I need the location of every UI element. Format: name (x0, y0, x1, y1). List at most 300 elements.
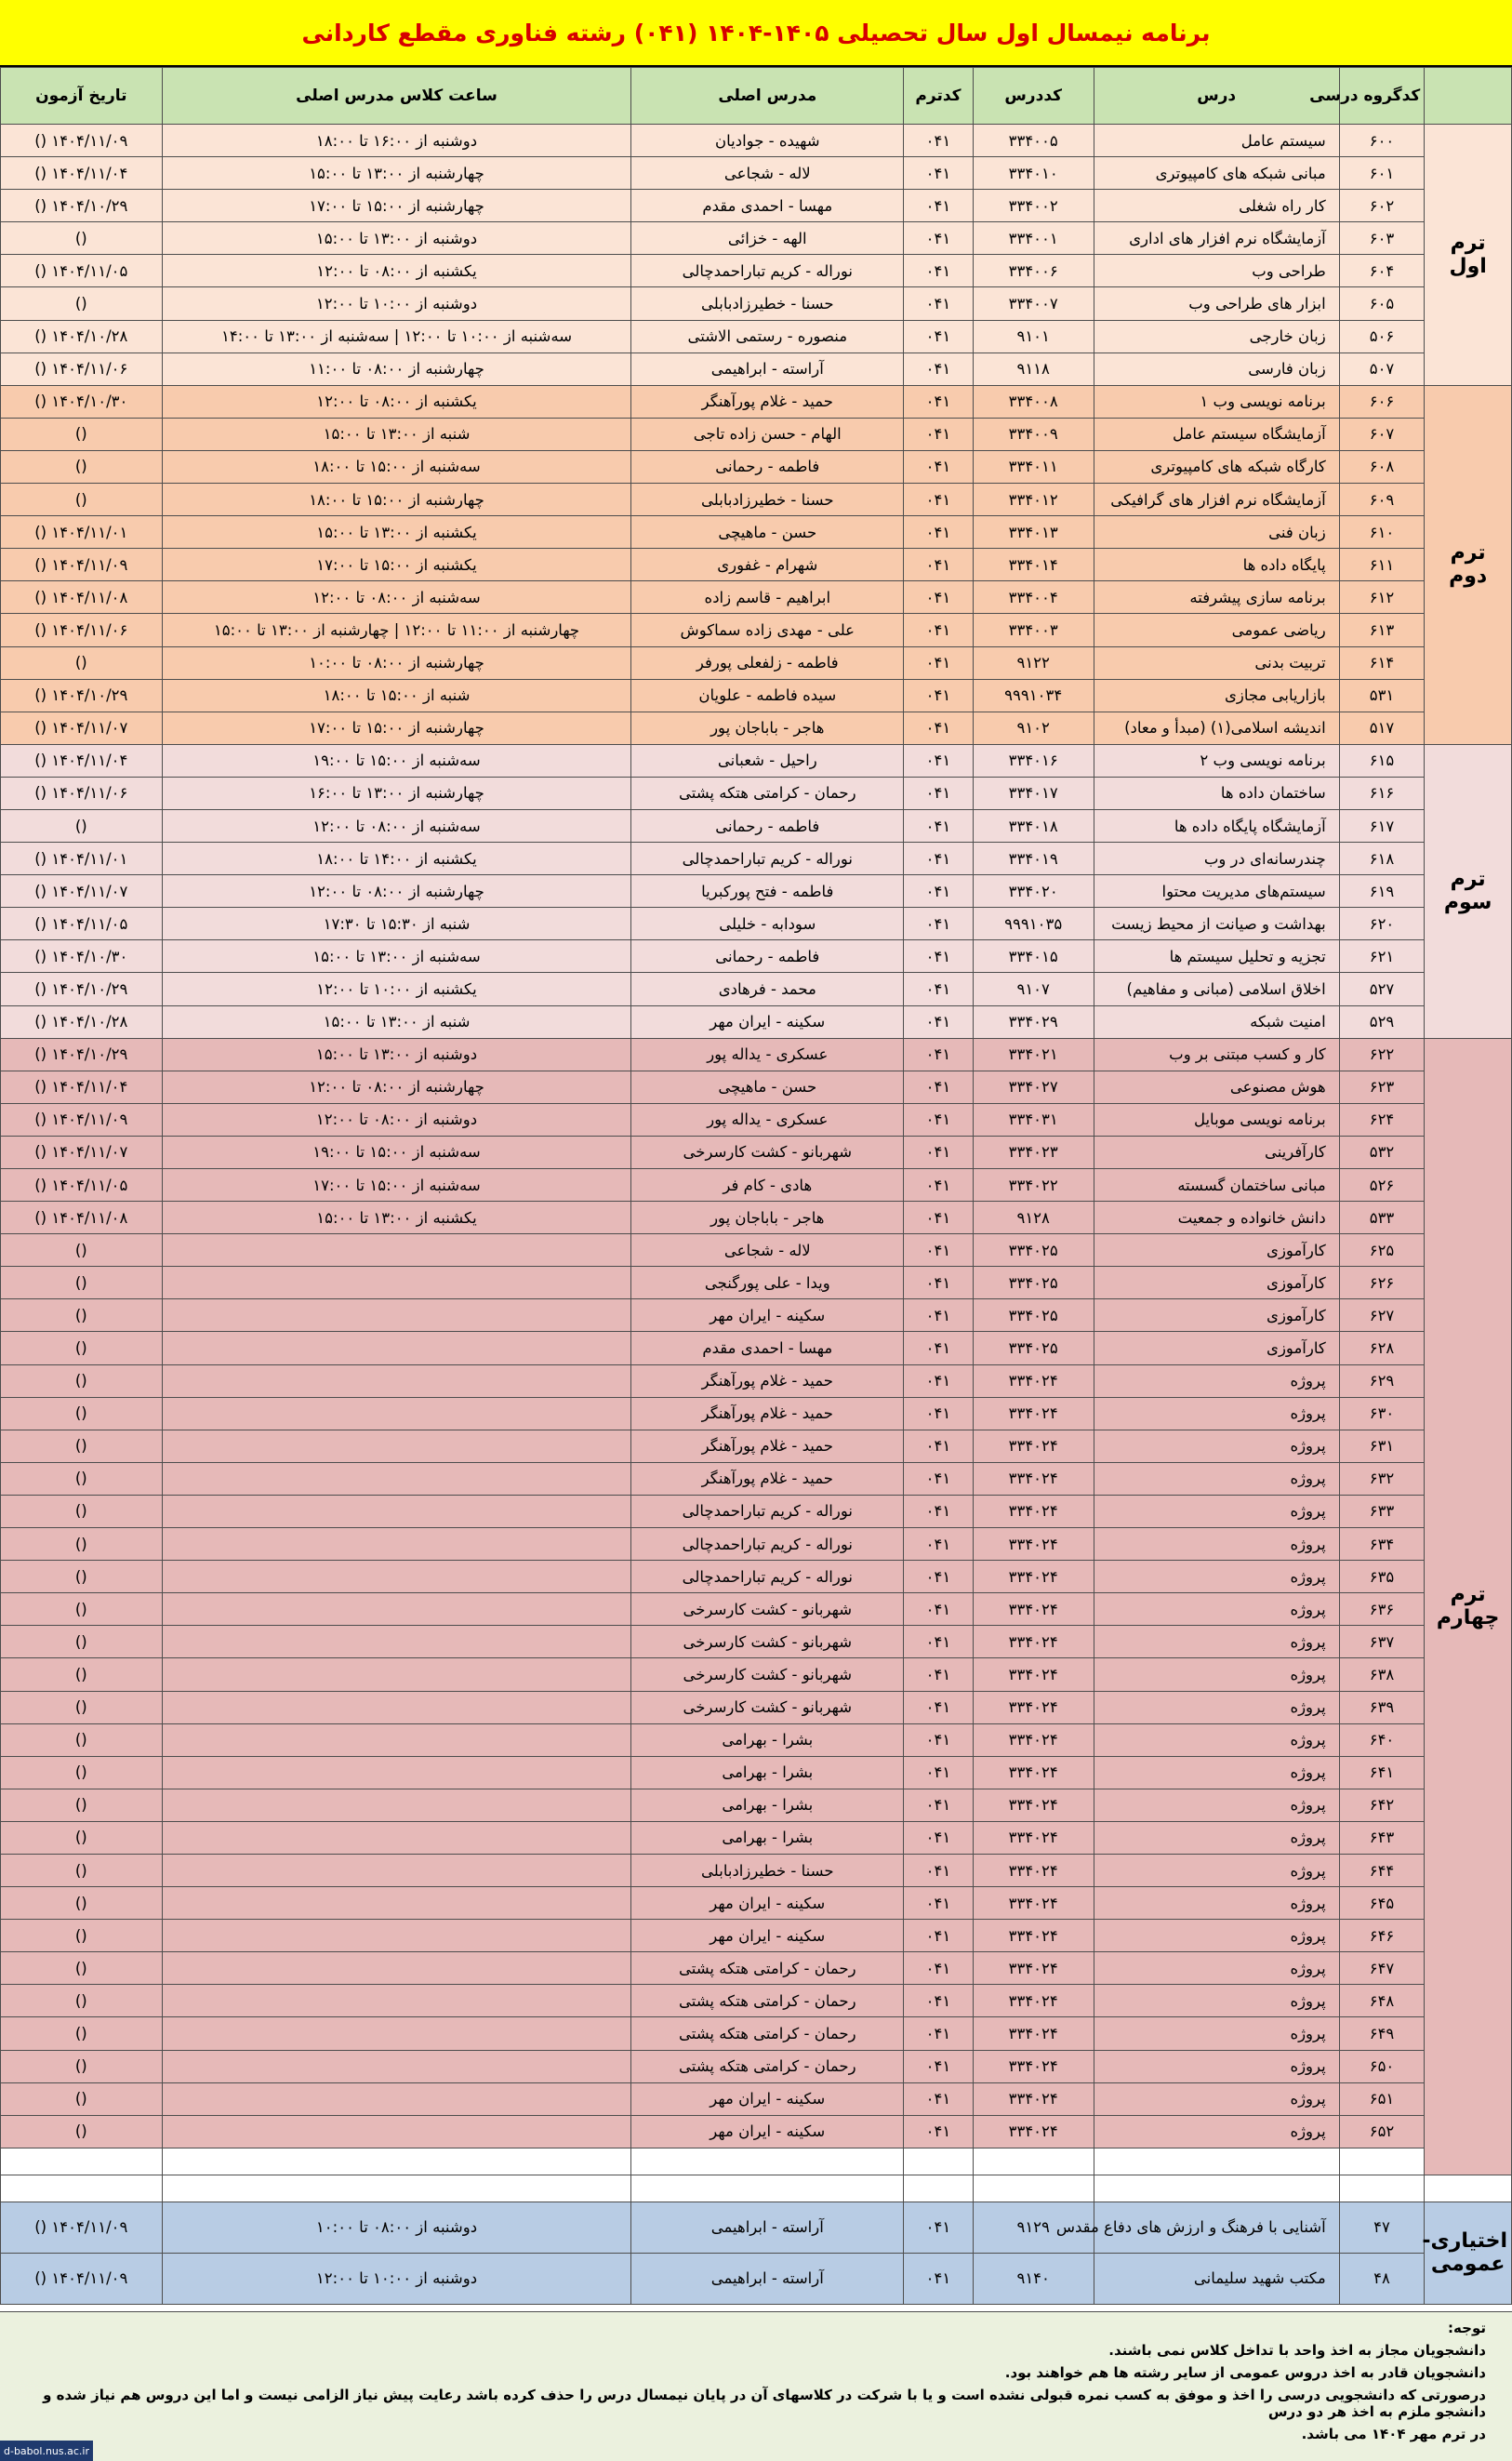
cell-field: ۰۴۱ (904, 516, 974, 549)
cell-code: ۳۳۴۰۲۹ (973, 1005, 1094, 1038)
table-row (1, 1495, 1512, 1527)
table-row (1, 450, 1512, 483)
cell-teacher: حسن - ماهیچی (631, 1071, 904, 1103)
cell-teacher: فاطمه - رحمانی (631, 940, 904, 973)
cell-exam: () (1, 1691, 163, 1723)
table-row (1, 2115, 1512, 2148)
cell-exam: () (1, 1658, 163, 1691)
cell-teacher: هادی - کام فر (631, 1169, 904, 1202)
cell-teacher: فاطمه - فتح پورکبریا (631, 875, 904, 908)
cell-code: ۹۹۹۱۰۳۴ (973, 679, 1094, 712)
cell-field: ۰۴۱ (904, 1332, 974, 1364)
cell-course: پروژه (1094, 1364, 1339, 1397)
cell-field: ۰۴۱ (904, 908, 974, 940)
cell-code: ۳۳۴۰۲۴ (973, 1495, 1094, 1527)
cell-group: ۵۱۷ (1339, 712, 1425, 744)
header-teacher: مدرس اصلی (631, 68, 904, 125)
cell-exam: () (1, 1299, 163, 1332)
cell-teacher: سکینه - ایران مهر (631, 2082, 904, 2115)
cell-course: کارآفرینی (1094, 1136, 1339, 1168)
cell-course: زبان فارسی (1094, 353, 1339, 385)
cell-exam: () (1, 1952, 163, 1985)
cell-teacher: الهام - حسن زاده تاجی (631, 418, 904, 450)
cell-field: ۰۴۱ (904, 450, 974, 483)
cell-exam: () (1, 1267, 163, 1299)
cell-exam: () (1, 2050, 163, 2082)
cell-field: ۰۴۱ (904, 1854, 974, 1886)
cell-teacher: عسکری - یداله پور (631, 1103, 904, 1136)
cell-field: ۰۴۱ (904, 581, 974, 614)
cell-exam: () ۱۴۰۴/۱۰/۲۸ (1, 320, 163, 353)
cell-field: ۰۴۱ (904, 255, 974, 287)
cell-group: ۶۰۸ (1339, 450, 1425, 483)
table-row (1, 1071, 1512, 1103)
cell-group: ۶۳۷ (1339, 1626, 1425, 1658)
cell-course: تربیت بدنی (1094, 646, 1339, 679)
cell-course: پروژه (1094, 1821, 1339, 1854)
blank-cell (162, 2175, 631, 2202)
cell-course: بهداشت و صیانت از محیط زیست (1094, 908, 1339, 940)
cell-group: ۶۴۹ (1339, 2017, 1425, 2050)
cell-exam: () (1, 1332, 163, 1364)
cell-field: ۰۴۱ (904, 1561, 974, 1593)
cell-course: کارآموزی (1094, 1332, 1339, 1364)
cell-group: ۶۱۶ (1339, 777, 1425, 809)
cell-group: ۶۲۲ (1339, 1038, 1425, 1071)
cell-teacher: عسکری - یداله پور (631, 1038, 904, 1071)
cell-course: آشنایی با فرهنگ و ارزش های دفاع مقدس (1094, 2202, 1339, 2253)
cell-group: ۶۱۱ (1339, 549, 1425, 581)
cell-time: یکشنبه از ۱۰:۰۰ تا ۱۲:۰۰ (162, 973, 631, 1005)
cell-teacher: راحیل - شعبانی (631, 744, 904, 777)
cell-field: ۰۴۱ (904, 1920, 974, 1952)
cell-course: پروژه (1094, 1430, 1339, 1462)
cell-code: ۳۳۴۰۱۳ (973, 516, 1094, 549)
cell-teacher: سکینه - ایران مهر (631, 1887, 904, 1920)
cell-code: ۳۳۴۰۲۴ (973, 1561, 1094, 1593)
cell-field: ۰۴۱ (904, 385, 974, 418)
cell-code: ۳۳۴۰۰۸ (973, 385, 1094, 418)
table-row (1, 1985, 1512, 2017)
cell-code: ۳۳۴۰۲۴ (973, 1952, 1094, 1985)
cell-field: ۰۴۱ (904, 1789, 974, 1821)
cell-exam: () ۱۴۰۴/۱۱/۰۵ (1, 255, 163, 287)
cell-teacher: شهربانو - کشت کارسرخی (631, 1136, 904, 1168)
cell-time: دوشنبه از ۱۶:۰۰ تا ۱۸:۰۰ (162, 125, 631, 157)
table-row (1, 809, 1512, 842)
cell-time: سه‌شنبه از ۱۵:۰۰ تا ۱۸:۰۰ (162, 450, 631, 483)
cell-group: ۶۱۵ (1339, 744, 1425, 777)
cell-exam: () ۱۴۰۴/۱۱/۰۶ (1, 614, 163, 646)
cell-code: ۹۱۲۲ (973, 646, 1094, 679)
cell-field: ۰۴۱ (904, 320, 974, 353)
cell-group: ۶۰۰ (1339, 125, 1425, 157)
cell-time: یکشنبه از ۰۸:۰۰ تا ۱۲:۰۰ (162, 385, 631, 418)
cell-code: ۳۳۴۰۲۴ (973, 2017, 1094, 2050)
cell-field: ۰۴۱ (904, 973, 974, 1005)
cell-code: ۳۳۴۰۲۴ (973, 1723, 1094, 1756)
cell-code: ۳۳۴۰۱۸ (973, 809, 1094, 842)
cell-field: ۰۴۱ (904, 940, 974, 973)
notes-heading: توجه: (1448, 2320, 1486, 2336)
table-row (1, 222, 1512, 255)
table-row (1, 744, 1512, 777)
cell-teacher: حمید - غلام پورآهنگر (631, 385, 904, 418)
cell-exam: () ۱۴۰۴/۱۱/۰۴ (1, 744, 163, 777)
cell-time: چهارشنبه از ۰۸:۰۰ تا ۱۲:۰۰ (162, 875, 631, 908)
table-row (1, 190, 1512, 222)
cell-course: پروژه (1094, 2050, 1339, 2082)
cell-code: ۳۳۴۰۱۱ (973, 450, 1094, 483)
cell-course: مکتب شهید سلیمانی (1094, 2253, 1339, 2304)
blank-cell (973, 2175, 1094, 2202)
cell-course: آزمایشگاه نرم افزار های گرافیکی (1094, 484, 1339, 516)
cell-time: سه‌شنبه از ۱۵:۰۰ تا ۱۷:۰۰ (162, 1169, 631, 1202)
cell-field: ۰۴۱ (904, 549, 974, 581)
cell-group: ۶۱۸ (1339, 843, 1425, 875)
cell-time: دوشنبه از ۰۸:۰۰ تا ۱۲:۰۰ (162, 1103, 631, 1136)
cell-course: برنامه نویسی موبایل (1094, 1103, 1339, 1136)
cell-code: ۳۳۴۰۲۴ (973, 1854, 1094, 1886)
cell-teacher: سکینه - ایران مهر (631, 1920, 904, 1952)
table-row (1, 1136, 1512, 1168)
cell-exam: () (1, 2082, 163, 2115)
cell-time (162, 2050, 631, 2082)
cell-time: یکشنبه از ۱۴:۰۰ تا ۱۸:۰۰ (162, 843, 631, 875)
cell-group: ۶۱۰ (1339, 516, 1425, 549)
cell-time (162, 1691, 631, 1723)
cell-code: ۳۳۴۰۲۴ (973, 1430, 1094, 1462)
cell-teacher: حسنا - خطیرزادبابلی (631, 287, 904, 320)
cell-group: ۶۴۳ (1339, 1821, 1425, 1854)
cell-code: ۳۳۴۰۱۶ (973, 744, 1094, 777)
blank-cell (1094, 2175, 1339, 2202)
table-row (1, 1691, 1512, 1723)
cell-exam: () (1, 222, 163, 255)
cell-code: ۳۳۴۰۲۴ (973, 2115, 1094, 2148)
cell-code: ۹۱۰۲ (973, 712, 1094, 744)
cell-teacher: فاطمه - رحمانی (631, 809, 904, 842)
table-row (1, 1593, 1512, 1626)
cell-group: ۶۳۵ (1339, 1561, 1425, 1593)
table-row (1, 255, 1512, 287)
cell-field: ۰۴۱ (904, 646, 974, 679)
cell-teacher: ویدا - علی پورگنجی (631, 1267, 904, 1299)
cell-time: دوشنبه از ۰۸:۰۰ تا ۱۰:۰۰ (162, 2202, 631, 2253)
table-row (1, 1364, 1512, 1397)
cell-course: چندرسانه‌ای در وب (1094, 843, 1339, 875)
cell-time: دوشنبه از ۱۳:۰۰ تا ۱۵:۰۰ (162, 1038, 631, 1071)
cell-course: کارآموزی (1094, 1267, 1339, 1299)
table-row (1, 875, 1512, 908)
cell-field: ۰۴۱ (904, 1952, 974, 1985)
blank-row (1, 2148, 1512, 2175)
cell-teacher: سکینه - ایران مهر (631, 2115, 904, 2148)
table-row (1, 581, 1512, 614)
cell-exam: () (1, 1430, 163, 1462)
cell-group: ۶۳۱ (1339, 1430, 1425, 1462)
cell-time: چهارشنبه از ۱۱:۰۰ تا ۱۲:۰۰ | چهارشنبه از ۱۳:۰۰ تا ۱۵:۰۰ (162, 614, 631, 646)
cell-exam: () (1, 1626, 163, 1658)
cell-code: ۳۳۴۰۰۳ (973, 614, 1094, 646)
cell-code: ۳۳۴۰۱۹ (973, 843, 1094, 875)
cell-exam: () (1, 1462, 163, 1495)
cell-time (162, 1789, 631, 1821)
cell-course: پروژه (1094, 1561, 1339, 1593)
cell-time: شنبه از ۱۵:۳۰ تا ۱۷:۳۰ (162, 908, 631, 940)
cell-exam: () ۱۴۰۴/۱۱/۰۹ (1, 549, 163, 581)
table-row (1, 1789, 1512, 1821)
table-row (1, 1854, 1512, 1886)
cell-exam: () (1, 2115, 163, 2148)
table-row (1, 940, 1512, 973)
table-row (1, 908, 1512, 940)
term-label: ترم چهارم (1425, 1038, 1512, 2175)
cell-code: ۹۱۱۸ (973, 353, 1094, 385)
cell-teacher: رحمان - کرامتی هتکه پشتی (631, 2017, 904, 2050)
cell-time: سه‌شنبه از ۰۸:۰۰ تا ۱۲:۰۰ (162, 581, 631, 614)
cell-exam: () ۱۴۰۴/۱۱/۰۸ (1, 581, 163, 614)
cell-exam: () (1, 1234, 163, 1267)
cell-time: شنبه از ۱۳:۰۰ تا ۱۵:۰۰ (162, 418, 631, 450)
cell-group: ۶۱۷ (1339, 809, 1425, 842)
cell-code: ۳۳۴۰۰۴ (973, 581, 1094, 614)
cell-course: پروژه (1094, 1920, 1339, 1952)
cell-exam: () (1, 418, 163, 450)
cell-code: ۳۳۴۰۰۲ (973, 190, 1094, 222)
cell-teacher: سکینه - ایران مهر (631, 1005, 904, 1038)
cell-code: ۳۳۴۰۲۴ (973, 1789, 1094, 1821)
cell-course: پروژه (1094, 1691, 1339, 1723)
cell-time (162, 1299, 631, 1332)
cell-course: پروژه (1094, 1789, 1339, 1821)
term-label: اختیاری- عمومی (1425, 2202, 1512, 2304)
cell-course: برنامه نویسی وب ۱ (1094, 385, 1339, 418)
blank-cell (973, 2148, 1094, 2175)
cell-code: ۳۳۴۰۱۷ (973, 777, 1094, 809)
cell-time (162, 1887, 631, 1920)
cell-group: ۶۴۷ (1339, 1952, 1425, 1985)
cell-time (162, 1462, 631, 1495)
cell-exam: () ۱۴۰۴/۱۱/۰۱ (1, 843, 163, 875)
cell-group: ۶۱۴ (1339, 646, 1425, 679)
cell-field: ۰۴۱ (904, 1169, 974, 1202)
cell-time (162, 1658, 631, 1691)
cell-teacher: رحمان - کرامتی هتکه پشتی (631, 777, 904, 809)
cell-group: ۶۲۹ (1339, 1364, 1425, 1397)
cell-course: امنیت شبکه (1094, 1005, 1339, 1038)
cell-course: پروژه (1094, 1626, 1339, 1658)
cell-time (162, 2115, 631, 2148)
cell-field: ۰۴۱ (904, 1103, 974, 1136)
cell-group: ۶۰۶ (1339, 385, 1425, 418)
cell-exam: () (1, 1397, 163, 1430)
cell-exam: () ۱۴۰۴/۱۰/۳۰ (1, 385, 163, 418)
cell-group: ۶۳۸ (1339, 1658, 1425, 1691)
cell-group: ۶۳۲ (1339, 1462, 1425, 1495)
cell-field: ۰۴۱ (904, 843, 974, 875)
cell-time: سه‌شنبه از ۱۵:۰۰ تا ۱۹:۰۰ (162, 1136, 631, 1168)
table-row (1, 1202, 1512, 1234)
cell-teacher: بشرا - بهرامی (631, 1821, 904, 1854)
cell-exam: () (1, 1495, 163, 1527)
cell-course: پروژه (1094, 2115, 1339, 2148)
cell-group: ۶۰۵ (1339, 287, 1425, 320)
cell-field: ۰۴۱ (904, 1821, 974, 1854)
cell-code: ۳۳۴۰۲۴ (973, 1626, 1094, 1658)
cell-time: سه‌شنبه از ۰۸:۰۰ تا ۱۲:۰۰ (162, 809, 631, 842)
header-exam: تاریخ آزمون (1, 68, 163, 125)
cell-course: تجزیه و تحلیل سیستم ها (1094, 940, 1339, 973)
cell-exam: () ۱۴۰۴/۱۱/۰۴ (1, 157, 163, 190)
cell-course: بازاریابی مجازی (1094, 679, 1339, 712)
blank-cell (1, 2175, 163, 2202)
cell-teacher: مهسا - احمدی مقدم (631, 190, 904, 222)
cell-group: ۶۵۲ (1339, 2115, 1425, 2148)
cell-time (162, 1920, 631, 1952)
cell-course: پروژه (1094, 1495, 1339, 1527)
cell-field: ۰۴۱ (904, 2202, 974, 2253)
cell-course: هوش مصنوعی (1094, 1071, 1339, 1103)
cell-group: ۶۴۲ (1339, 1789, 1425, 1821)
cell-course: دانش خانواده و جمعیت (1094, 1202, 1339, 1234)
cell-course: کار و کسب مبتنی بر وب (1094, 1038, 1339, 1071)
cell-group: ۶۲۵ (1339, 1234, 1425, 1267)
table-row (1, 843, 1512, 875)
cell-field: ۰۴۱ (904, 614, 974, 646)
cell-code: ۳۳۴۰۲۲ (973, 1169, 1094, 1202)
table-row (1, 125, 1512, 157)
cell-exam: () ۱۴۰۴/۱۱/۰۵ (1, 1169, 163, 1202)
cell-exam: () (1, 1887, 163, 1920)
table-row (1, 2017, 1512, 2050)
cell-exam: () ۱۴۰۴/۱۰/۲۹ (1, 1038, 163, 1071)
cell-code: ۳۳۴۰۰۵ (973, 125, 1094, 157)
cell-code: ۳۳۴۰۲۴ (973, 1691, 1094, 1723)
cell-exam: () (1, 1723, 163, 1756)
cell-code: ۹۹۹۱۰۳۵ (973, 908, 1094, 940)
cell-field: ۰۴۱ (904, 777, 974, 809)
table-row (1, 516, 1512, 549)
cell-teacher: بشرا - بهرامی (631, 1723, 904, 1756)
cell-field: ۰۴۱ (904, 2050, 974, 2082)
blank-cell (631, 2175, 904, 2202)
table-row (1, 1658, 1512, 1691)
cell-time (162, 1723, 631, 1756)
cell-group: ۶۳۳ (1339, 1495, 1425, 1527)
cell-code: ۹۱۰۷ (973, 973, 1094, 1005)
cell-group: ۶۲۶ (1339, 1267, 1425, 1299)
note-line: دانشجویان مجاز به اخذ واحد با تداخل کلاس نمی باشند. (1108, 2342, 1486, 2359)
cell-field: ۰۴۱ (904, 418, 974, 450)
cell-exam: () ۱۴۰۴/۱۱/۰۹ (1, 1103, 163, 1136)
table-row (1, 2050, 1512, 2082)
table-row (1, 1332, 1512, 1364)
cell-exam: () (1, 1854, 163, 1886)
cell-teacher: فاطمه - زلفعلی پورفر (631, 646, 904, 679)
cell-teacher: علی - مهدی زاده سماکوش (631, 614, 904, 646)
table-row (1, 418, 1512, 450)
cell-time: شنبه از ۱۳:۰۰ تا ۱۵:۰۰ (162, 1005, 631, 1038)
cell-exam: () ۱۴۰۴/۱۱/۰۷ (1, 1136, 163, 1168)
table-row (1, 1756, 1512, 1789)
cell-field: ۰۴۱ (904, 2017, 974, 2050)
cell-course: پروژه (1094, 1658, 1339, 1691)
cell-time: چهارشنبه از ۱۵:۰۰ تا ۱۷:۰۰ (162, 190, 631, 222)
cell-exam: () ۱۴۰۴/۱۱/۰۹ (1, 2253, 163, 2304)
cell-exam: () (1, 1364, 163, 1397)
cell-exam: () ۱۴۰۴/۱۱/۰۴ (1, 1071, 163, 1103)
cell-time (162, 1234, 631, 1267)
table-row (1, 1561, 1512, 1593)
cell-exam: () ۱۴۰۴/۱۰/۲۹ (1, 679, 163, 712)
cell-exam: () ۱۴۰۴/۱۱/۰۶ (1, 353, 163, 385)
cell-exam: () (1, 1985, 163, 2017)
cell-group: ۶۳۰ (1339, 1397, 1425, 1430)
cell-field: ۰۴۱ (904, 809, 974, 842)
table-row (1, 1952, 1512, 1985)
cell-field: ۰۴۱ (904, 679, 974, 712)
blank-cell (162, 2148, 631, 2175)
cell-field: ۰۴۱ (904, 1985, 974, 2017)
cell-field: ۰۴۱ (904, 1593, 974, 1626)
cell-teacher: حسنا - خطیرزادبابلی (631, 484, 904, 516)
cell-group: ۴۷ (1339, 2202, 1425, 2253)
cell-exam: () (1, 1528, 163, 1561)
cell-exam: () ۱۴۰۴/۱۱/۰۸ (1, 1202, 163, 1234)
table-row (1, 157, 1512, 190)
cell-code: ۳۳۴۰۲۳ (973, 1136, 1094, 1168)
cell-time (162, 1756, 631, 1789)
cell-time (162, 1430, 631, 1462)
cell-field: ۰۴۱ (904, 1071, 974, 1103)
cell-group: ۶۲۳ (1339, 1071, 1425, 1103)
cell-time: یکشنبه از ۱۳:۰۰ تا ۱۵:۰۰ (162, 1202, 631, 1234)
cell-teacher: رحمان - کرامتی هتکه پشتی (631, 2050, 904, 2082)
cell-exam: () (1, 1920, 163, 1952)
cell-code: ۹۱۲۸ (973, 1202, 1094, 1234)
cell-field: ۰۴۱ (904, 1658, 974, 1691)
blank-cell (904, 2175, 974, 2202)
cell-field: ۰۴۱ (904, 190, 974, 222)
cell-time: چهارشنبه از ۰۸:۰۰ تا ۱۲:۰۰ (162, 1071, 631, 1103)
cell-group: ۶۴۵ (1339, 1887, 1425, 1920)
cell-group: ۵۲۶ (1339, 1169, 1425, 1202)
cell-field: ۰۴۱ (904, 1364, 974, 1397)
cell-time (162, 1364, 631, 1397)
cell-group: ۶۴۶ (1339, 1920, 1425, 1952)
cell-time (162, 1821, 631, 1854)
cell-time: چهارشنبه از ۱۵:۰۰ تا ۱۷:۰۰ (162, 712, 631, 744)
cell-group: ۶۰۷ (1339, 418, 1425, 450)
cell-field: ۰۴۱ (904, 1887, 974, 1920)
cell-teacher: حمید - غلام پورآهنگر (631, 1462, 904, 1495)
cell-field: ۰۴۱ (904, 1626, 974, 1658)
table-row (1, 1397, 1512, 1430)
note-line: درصورتی که دانشجویی درسی را اخذ و موفق به کسب نمره قبولی نشده است و یا با شرکت در کلاسهای آن در پایان نیمسال درس را حذف کرده باشد رعایت پیش نیاز الزامی نیست و اما این دروس هم نیاز شده و دانشجو ملزم به اخذ هر دو درس (43, 2387, 1486, 2420)
cell-field: ۰۴۱ (904, 744, 974, 777)
cell-course: اندیشه اسلامی(۱) (مبدأ و معاد) (1094, 712, 1339, 744)
header-code: کددرس (973, 68, 1094, 125)
cell-exam: () (1, 1789, 163, 1821)
table-row (1, 320, 1512, 353)
cell-course: سیستم عامل (1094, 125, 1339, 157)
cell-exam: () ۱۴۰۴/۱۱/۰۷ (1, 712, 163, 744)
cell-exam: () (1, 1593, 163, 1626)
cell-code: ۳۳۴۰۰۹ (973, 418, 1094, 450)
note-line: در ترم مهر ۱۴۰۴ می باشد. (1301, 2426, 1486, 2442)
table-row (1, 1103, 1512, 1136)
